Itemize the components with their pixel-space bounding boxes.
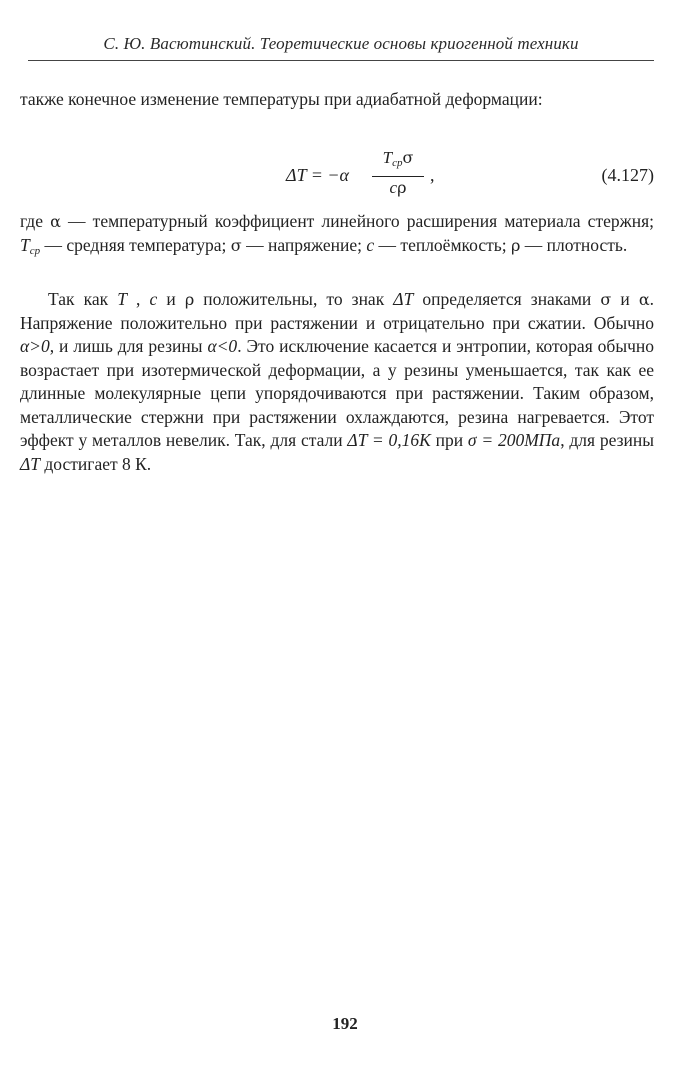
paragraph-definitions: где α — температурный коэффициент линейного расширения материала стержня; $T_{ср}$ — средняя температура; σ — напряжение; c — теплоёмкость; ρ — плотность. bbox=[20, 211, 654, 257]
fraction-denominator: cρ bbox=[389, 178, 407, 197]
equation-comma: , bbox=[430, 165, 435, 185]
paragraph-discussion: Так как T , c и ρ положительны, то знак ΔT определяется знаками σ и α. Напряжение положительно при растяжении и отрицательно при сжатии. Обычно α>0, и лишь для резины α<0. Это исключение касается и энтропии, которая обычно возрастает при изотермической деформации, а у резины уменьшается, так как ее длинные молекулярные цепи упорядочиваются при растяжении. Таким образом, металлические стержни при растяжении охлаждаются, резина нагревается. Этот эффект у металлов невелик. Так, для стали ΔT = 0,16K при σ = 200MПa, для резины ΔT достигает 8 К. bbox=[20, 289, 655, 474]
equation-lhs: ΔT = −α bbox=[286, 165, 349, 185]
fraction-bar bbox=[372, 176, 424, 177]
paragraph-intro: также конечное изменение температуры при адиабатной деформации: bbox=[20, 89, 543, 109]
equation-number: (4.127) bbox=[601, 165, 654, 185]
equation-4-127 bbox=[200, 148, 654, 204]
fraction-numerator: $T_{ср}\sigma$ bbox=[382, 148, 414, 169]
header-rule bbox=[28, 60, 654, 61]
equation-fraction bbox=[370, 148, 426, 204]
page-number: 192 bbox=[332, 1014, 358, 1033]
running-header: С. Ю. Васютинский. Теоретические основы криогенной техники bbox=[103, 34, 579, 53]
